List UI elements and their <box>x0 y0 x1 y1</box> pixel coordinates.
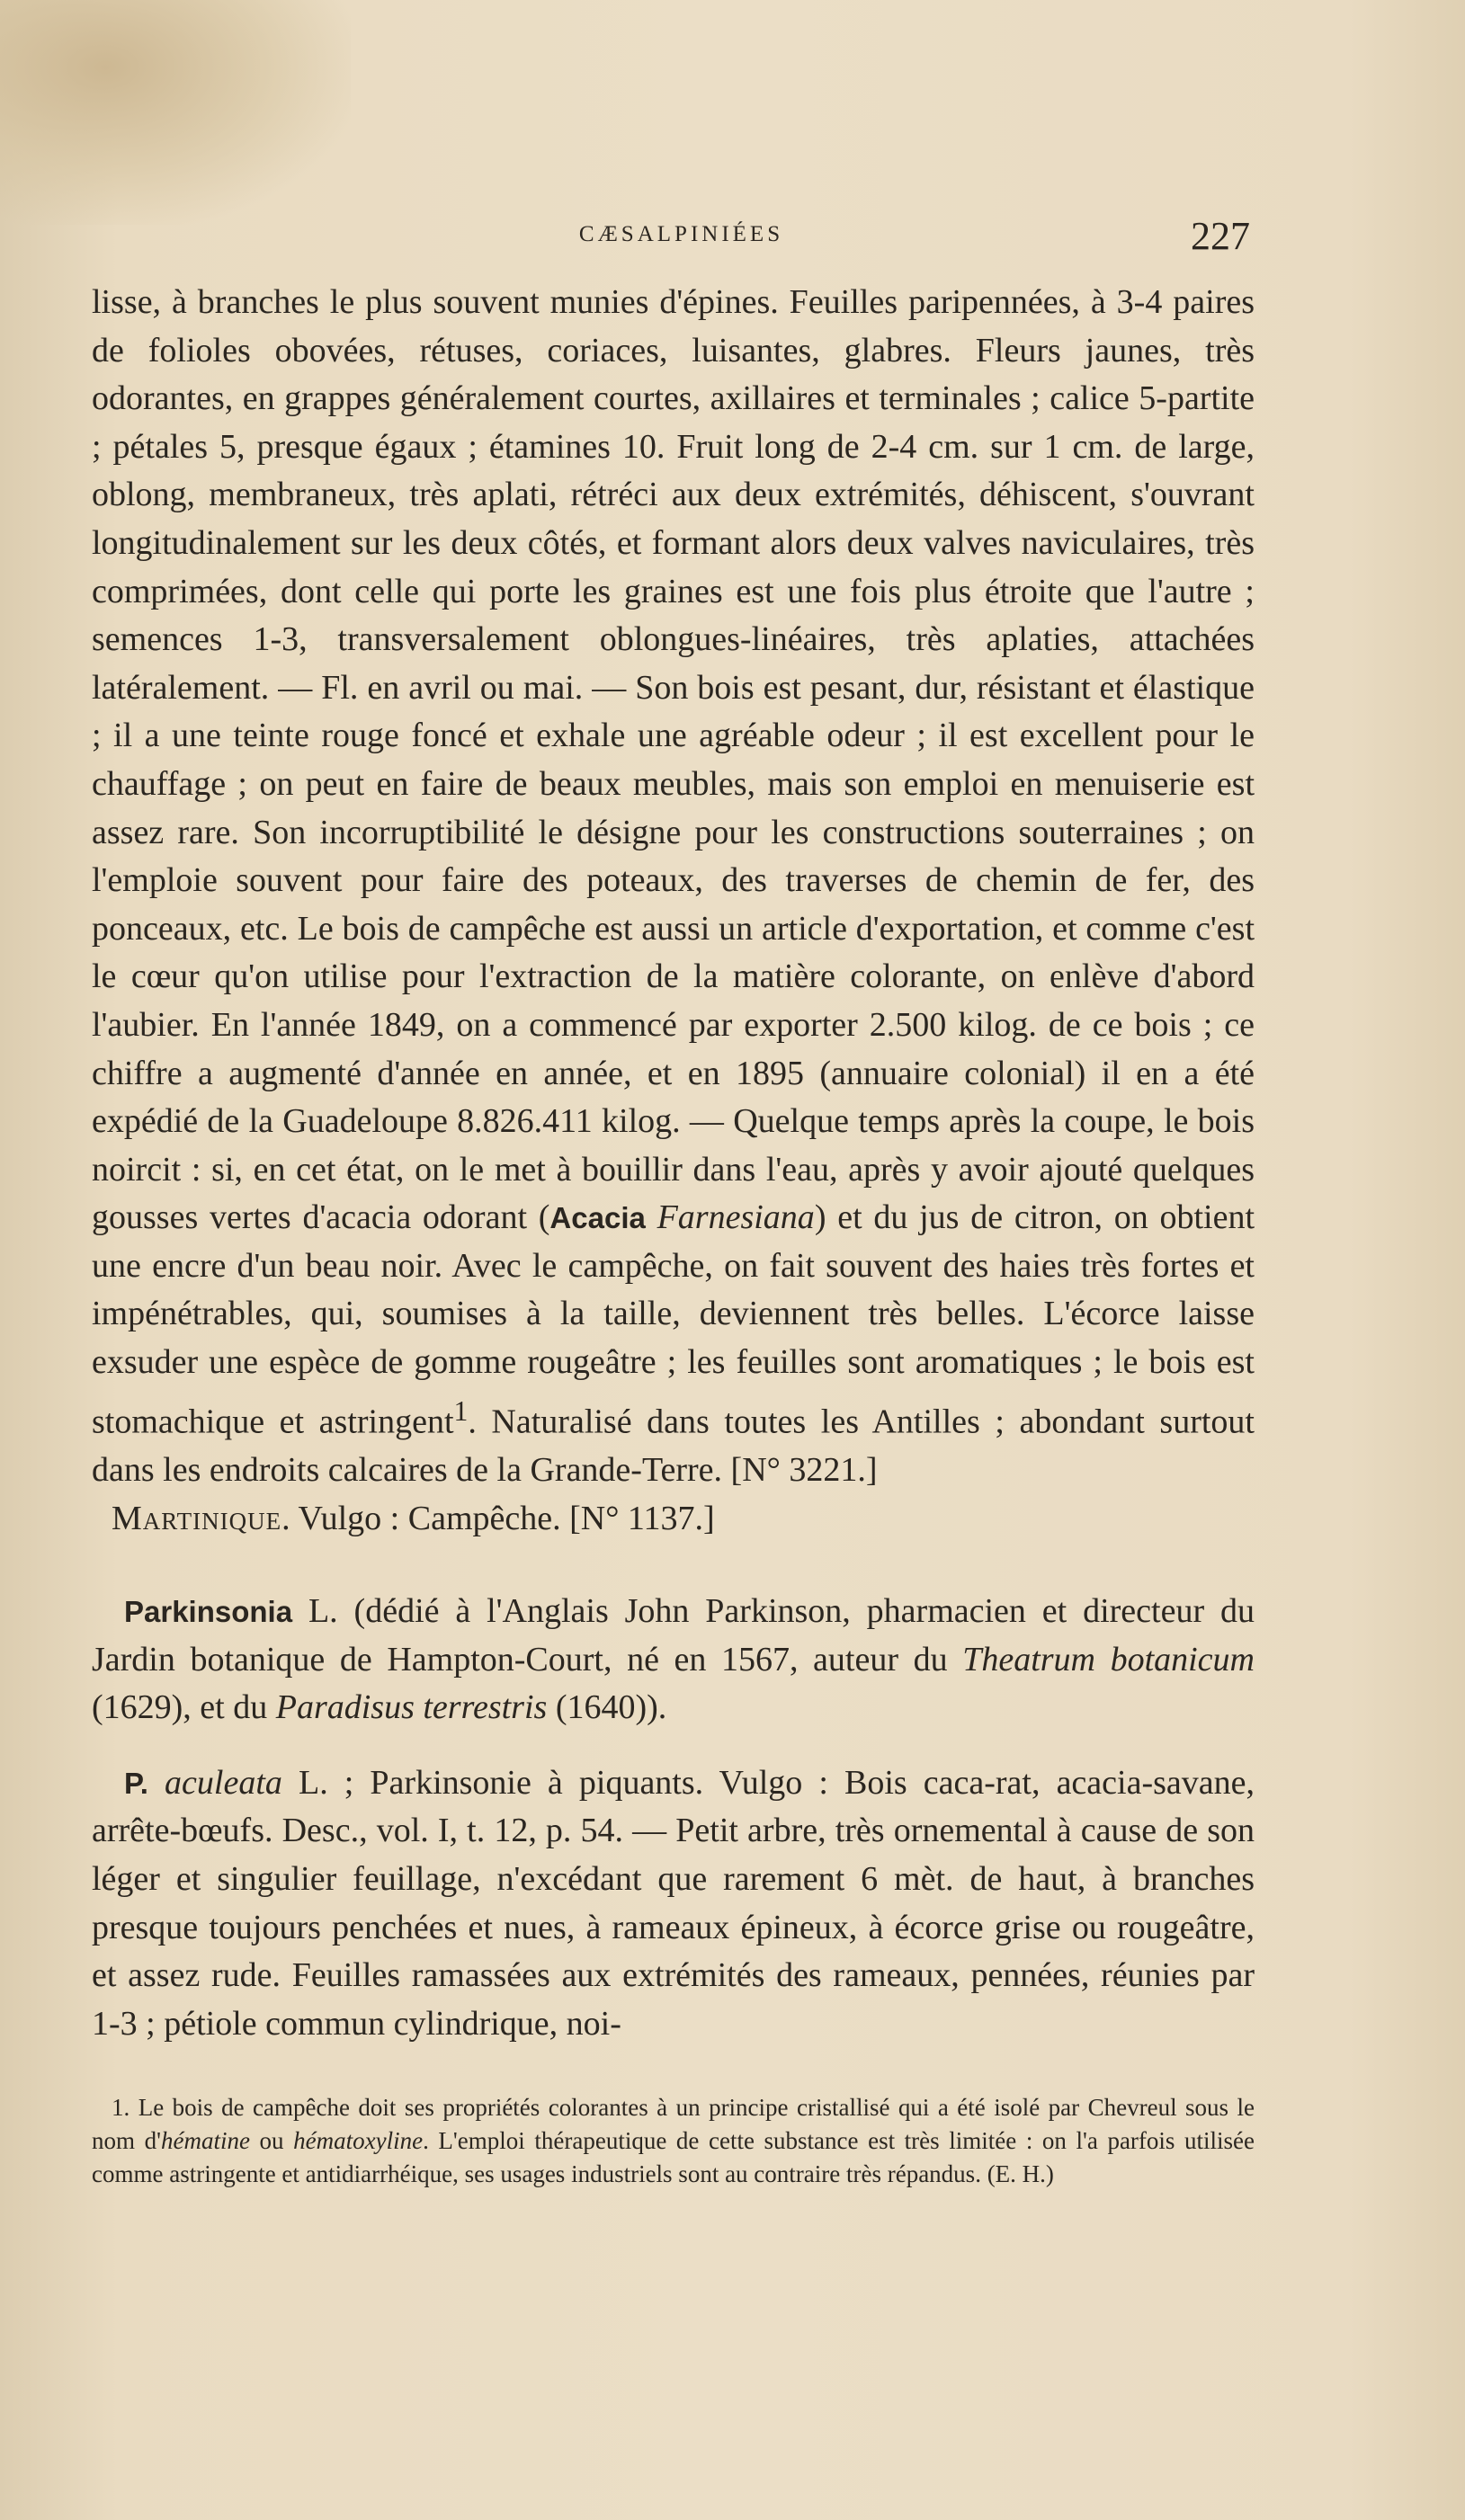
description-text-1: lisse, à branches le plus souvent munies d'épines. Feuilles paripennées, à 3-4 paires de folioles obovées, rétuses, coriaces, luisantes, glabres. Fleurs jaunes, très odorantes, en grappes généralement courtes, axillaires et terminales ; calice 5-partite ; pétales 5, presque égaux ; étamines 10. Fruit long de 2-4 cm. sur 1 cm. de large, oblong, membraneux, très aplati, rétréci aux deux extrémités, déhiscent, s'ouvrant longitudinalement sur les deux côtés, et formant alors deux valves naviculaires, très comprimées, dont celle qui porte les graines est une fois plus étroite que l'autre ; semences 1-3, transversalement oblongues-linéaires, très aplaties, attachées latéralement. — Fl. en avril ou mai. — Son bois est pesant, dur, résistant et élastique ; il a une teinte rouge foncé et exhale une agréable odeur ; il est excellent pour le chauffage ; on peut en faire de beaux meubles, mais son emploi en menuiserie est assez rare. Son incorruptibilité le désigne pour les constructions souterraines ; on l'emploie souvent pour faire des poteaux, des traverses de chemin de fer, des ponceaux, etc. Le bois de campêche est aussi un article d'exportation, et comme c'est le cœur qu'on utilise pour l'extraction de la matière colorante, on enlève d'abord l'aubier. En l'année 1849, on a commencé par exporter 2.500 kilog. de ce bois ; ce chiffre a augmenté d'année en année, et en 1895 (annuaire colonial) il en a été expédié de la Guadeloupe 8.826.411 kilog. — Quelque temps après la coupe, le bois noircit : si, en cet état, on le met à bouillir dans l'eau, après y avoir ajouté quelques gousses vertes d'acacia odorant ( <box>92 283 1255 1237</box>
page-header <box>112 213 1250 267</box>
species-name: aculeata <box>165 1763 282 1802</box>
genus-text-2: (1629), et du <box>92 1688 276 1727</box>
parkinsonia-aculeata-entry <box>92 1759 1255 2049</box>
acacia-label: Acacia <box>549 1201 646 1235</box>
species-abbreviation: P. <box>124 1766 148 1800</box>
running-head: CÆSALPINIÉES <box>578 222 784 246</box>
martinique-text: . Vulgo : Campêche. [N° 1137.] <box>281 1499 715 1537</box>
page-body <box>92 279 1255 2191</box>
genus-name: Parkinsonia <box>124 1595 293 1629</box>
footnote <box>92 2091 1255 2191</box>
hematine-term: hématine <box>160 2127 250 2155</box>
acacia-species: Farnesiana <box>657 1198 815 1237</box>
paradisus-title: Paradisus terrestris <box>275 1688 548 1727</box>
footnote-text-1: Le bois de campêche doit ses propriétés colorantes à un principe cristallisé qui a été isolé par Chevreul sous le nom d' <box>92 2094 1255 2155</box>
parkinsonia-genus-entry <box>92 1588 1255 1732</box>
theatrum-title: Theatrum botanicum <box>962 1640 1255 1679</box>
haematoxylum-description <box>92 279 1255 1495</box>
page-number: 227 <box>1191 214 1250 258</box>
footnote-number: 1. <box>112 2094 130 2122</box>
footnote-text-3: . L'emploi thérapeutique de cette substance est très limitée : on l'a parfois utilisée comme astringente et antidiarrhéique, ses usages industriels sont au contraire très répandus. (E. H.) <box>92 2127 1255 2188</box>
genus-text-3: (1640)). <box>547 1688 667 1727</box>
martinique-label: Martinique <box>112 1499 282 1537</box>
species-text: L. ; Parkinsonie à piquants. Vulgo : Bois caca-rat, acacia-savane, arrête-bœufs. Desc., vol. I, t. 12, p. 54. — Petit arbre, très ornemental à cause de son léger et singulier feuillage, n'excédant que rarement 6 mèt. de haut, à branches presque toujours penchées et nues, à rameaux épineux, à écorce grise ou rougeâtre, et assez rude. Feuilles ramassées aux extrémités des rameaux, pennées, réunies par 1-3 ; pétiole commun cylindrique, noi- <box>92 1763 1255 2043</box>
paper-stain <box>0 0 351 225</box>
genus-text-1: L. (dédié à l'Anglais John Parkinson, pharmacien et directeur du Jardin botanique de Hampton-Court, né en 1567, auteur du <box>92 1592 1255 1679</box>
footnote-reference: 1 <box>453 1394 469 1427</box>
martinique-entry <box>92 1495 1255 1544</box>
footnote-text-2: ou <box>249 2127 294 2155</box>
hematoxyline-term: hématoxyline <box>293 2127 424 2155</box>
description-text-3: . Naturalisé dans toutes les Antilles ; abondant surtout dans les endroits calcaires de la Grande-Terre. [N° 3221.] <box>92 1402 1255 1489</box>
description-text-2: ) et du jus de citron, on obtient une encre d'un beau noir. Avec le campêche, on fait souvent des haies très fortes et impénétrables, qui, soumises à la taille, deviennent très belles. L'écorce laisse exsuder une espèce de gomme rougeâtre ; les feuilles sont aromatiques ; le bois est stomachique et astringent <box>92 1198 1255 1441</box>
